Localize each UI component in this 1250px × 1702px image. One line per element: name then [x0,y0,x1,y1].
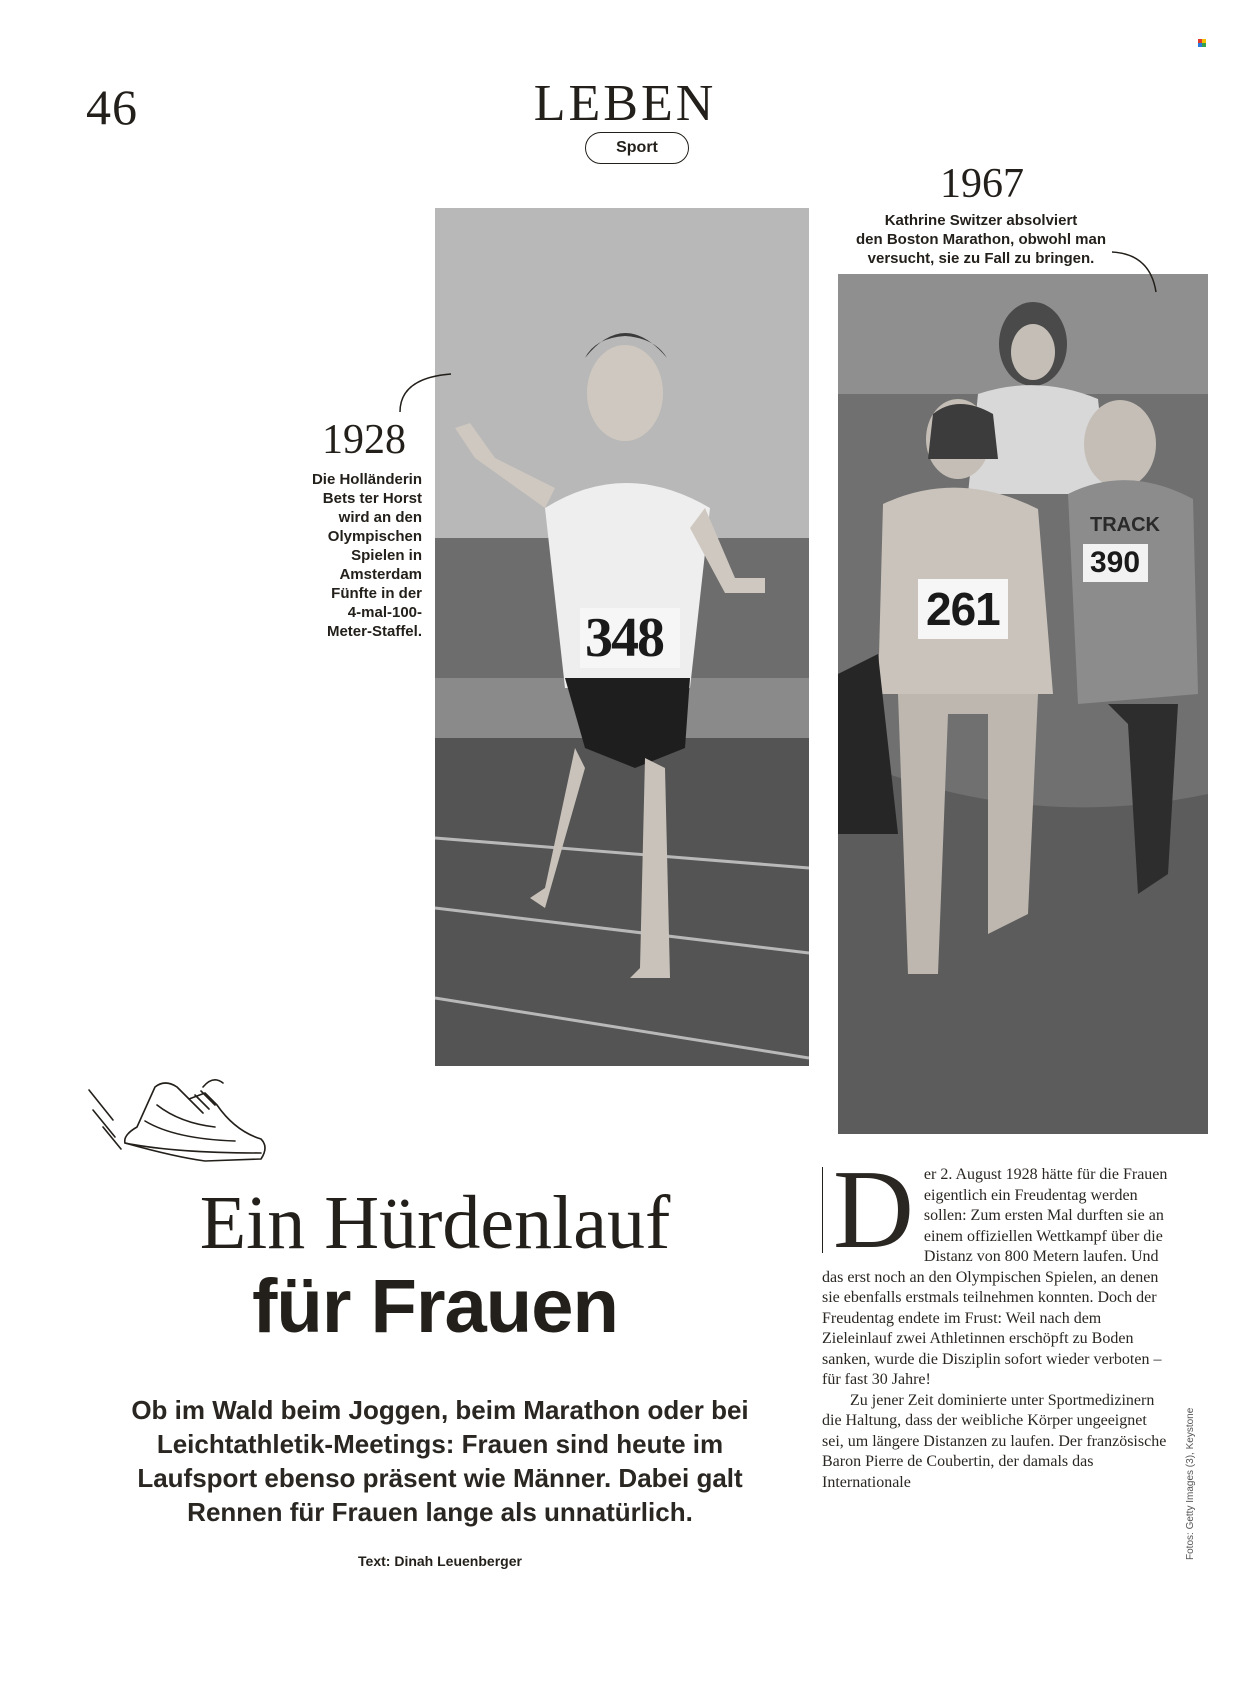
caption-1967: Kathrine Switzer absolviert den Boston Marathon, obwohl man versucht, sie zu Fall zu bringen. [856,212,1106,267]
year-1928: 1928 [322,417,406,463]
runner-bib-390: 390 [1090,546,1141,579]
article-paragraph-1: D er 2. August 1928 hätte für die Frauen eigentlich ein Freudentag werden sollen: Zum ersten Mal durften sie an einem offiziellen Wettkampf über die Distanz von 800 Metern laufen. Und das erst noch an den Olympischen Spielen, an denen sie ebenfalls erstmals teilnehmen konnten. Doch der Freudentag endete im Frust: Weil nach dem Zieleinlauf zwei Athletinnen erschöpft zu Boden sanken, wurde die Disziplin sofort wieder verboten – für fast 30 Jahre! [822,1148,1168,1388]
photo-credit: Fotos: Getty Images (3), Keystone [1185,1407,1196,1560]
annotation-arrow-icon [1110,248,1160,296]
running-shoe-icon [85,1065,270,1175]
runner-bib-348: 348 [585,607,663,669]
headline-line-2: für Frauen [252,1264,618,1349]
section-tag: Sport [585,132,689,164]
shirt-text-track: TRACK [1090,514,1160,536]
headline-line-1: Ein Hürdenlauf [199,1181,671,1265]
article-paragraph-2: Zu jener Zeit dominierte unter Sportmedizinern die Haltung, dass der weibliche Körper ungeeignet sei, um längere Distanzen zu laufen. Der französische Baron Pierre de Coubertin, der damals das Internationale [822,1391,1167,1491]
annotation-arrow-icon [395,370,455,415]
article-lead: Ob im Wald beim Joggen, beim Marathon oder bei Leichtathletik-Meetings: Frauen sind heute im Laufsport ebenso präsent wie Männer. Dabei galt Rennen für Frauen lange als unnatürlich. [131,1395,749,1527]
caption-1928: Die Holländerin Bets ter Horst wird an den Olympischen Spielen in Amsterdam Fünfte in der 4-mal-100- Meter-Staffel. [311,471,422,640]
color-mark-icon [1198,34,1206,42]
photo-1928-runner [435,208,809,1066]
runner-bib-261: 261 [926,583,1000,635]
section-title: LEBEN [533,75,717,132]
page-number: 46 [86,79,138,135]
photo-1967-marathon [838,274,1208,1134]
drop-cap: D [822,1167,914,1253]
article-headline [0,1181,870,1349]
article-byline: Text: Dinah Leuenberger [358,1553,522,1569]
article-body [822,1148,1172,1493]
year-1967: 1967 [940,161,1024,207]
